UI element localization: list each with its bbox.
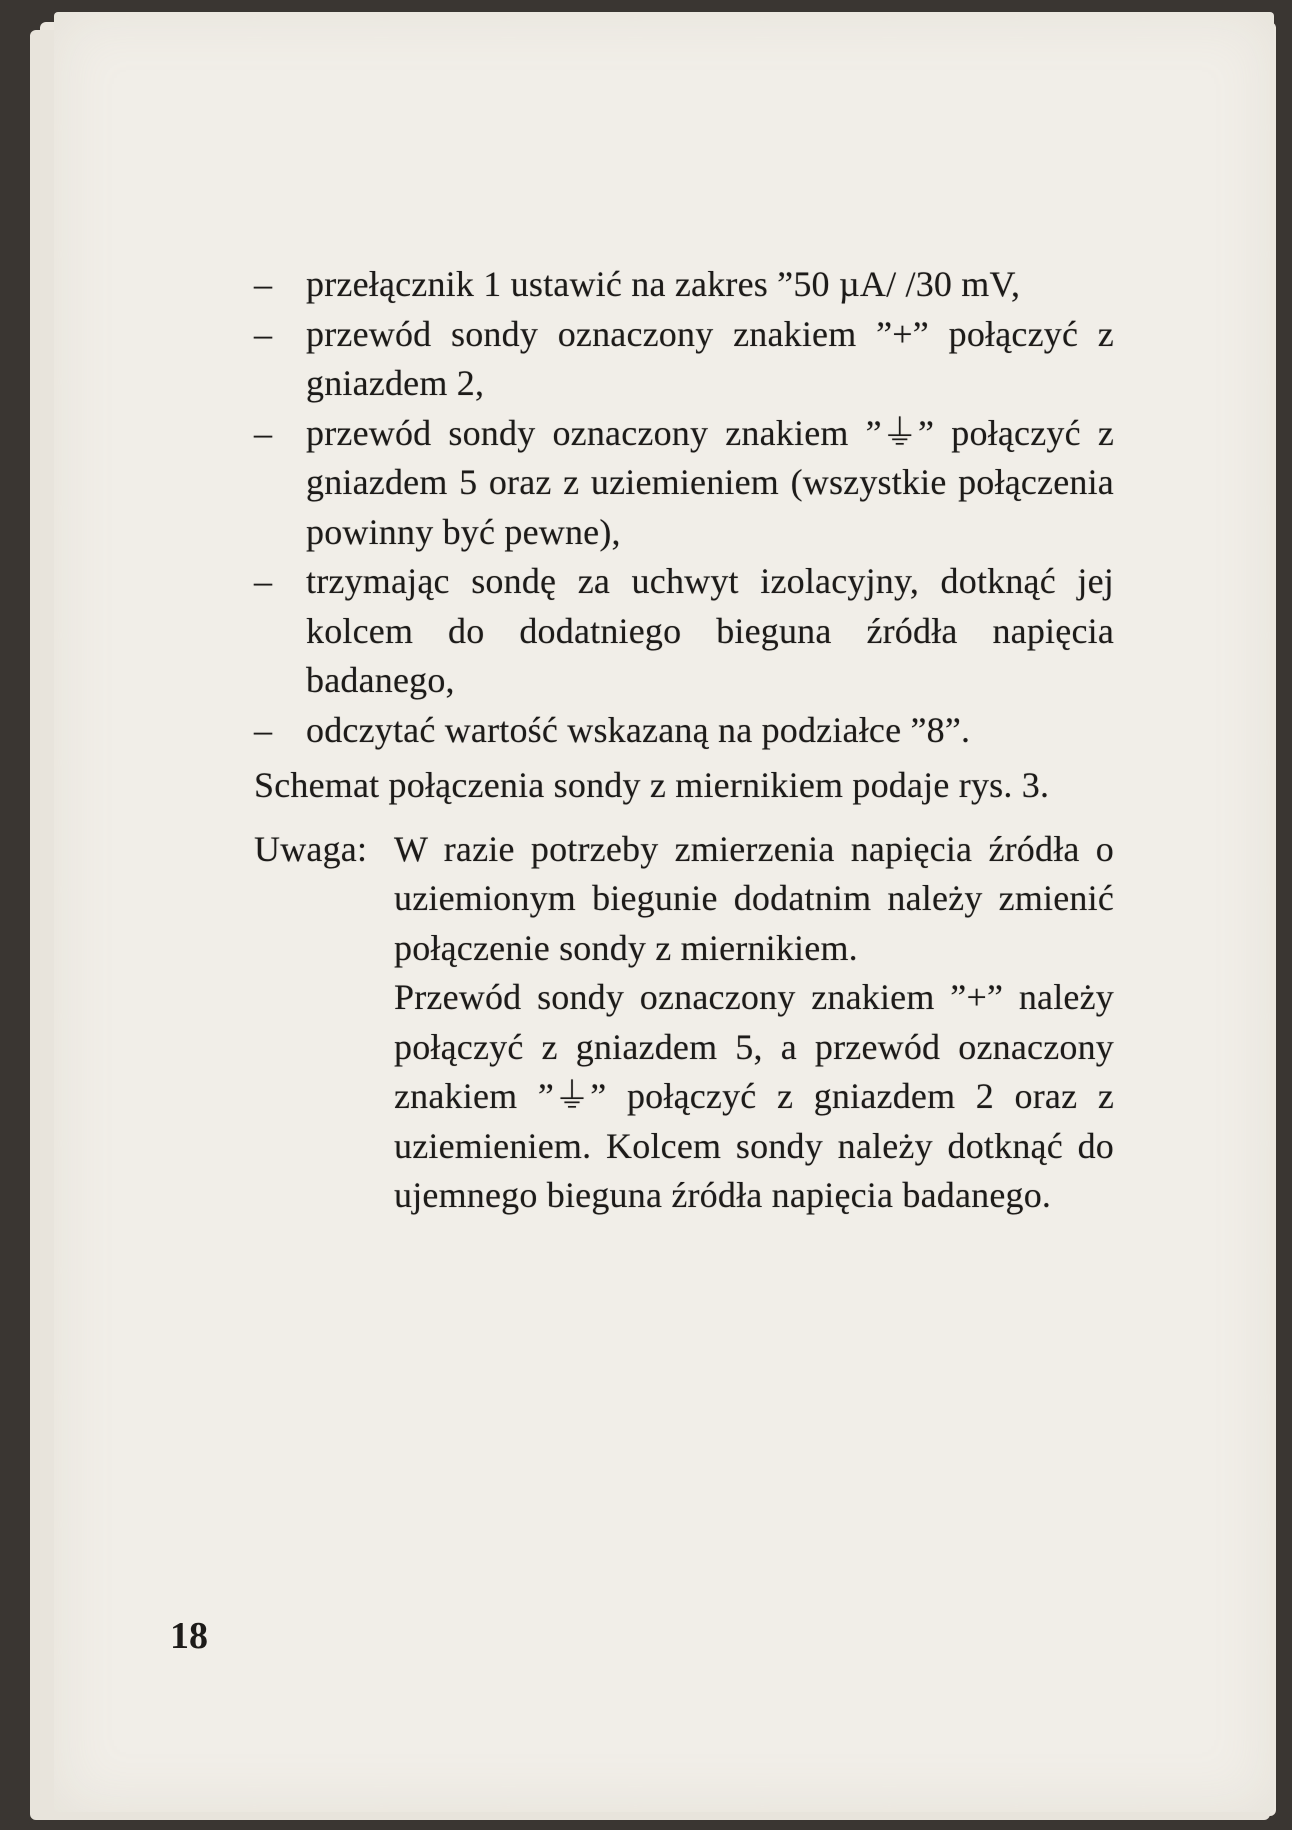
list-item: [254, 310, 1114, 409]
list-item-text: odczytać wartość wskazaną na podziałce ”8”.: [306, 709, 971, 750]
list-dash: –: [254, 264, 273, 304]
list-item-text: przewód sondy oznaczony znakiem ”+” połączyć z gniazdem 2,: [306, 313, 1114, 403]
document-page: [54, 12, 1274, 1812]
list-item: [254, 409, 1114, 558]
list-dash: –: [254, 412, 273, 453]
note-body: [394, 825, 1114, 1221]
list-item: [254, 260, 1114, 310]
page-text: [254, 260, 1114, 1221]
list-dash: –: [254, 561, 273, 601]
page-number: 18: [170, 1615, 208, 1657]
note-paragraph: Przewód sondy oznaczony znakiem ”+” należy połączyć z gniazdem 5, a przewód oznaczony znakiem ”⏚” połączyć z gniazdem 2 oraz z uziemieniem. Kolcem sondy należy dotknąć do ujemnego bieguna źródła napięcia badanego.: [394, 977, 1114, 1215]
list-dash: –: [254, 709, 273, 750]
list-item: [254, 557, 1114, 706]
note-paragraph: W razie potrzeby zmierzenia napięcia źródła o uziemionym biegunie dodatnim należy zmienić połączenie sondy z miernikiem.: [394, 828, 1114, 968]
note-label: Uwaga:: [254, 828, 368, 869]
list-item-text: przełącznik 1 ustawić na zakres ”50 µA/ /30 mV,: [306, 264, 1021, 304]
schemat-paragraph: Schemat połączenia sondy z miernikiem podaje rys. 3.: [254, 765, 1050, 805]
list-item-text: trzymając sondę za uchwyt izolacyjny, dotknąć jej kolcem do dodatniego bieguna źródła napięcia badanego,: [306, 561, 1114, 700]
note-block: [254, 825, 1114, 1221]
list-item: [254, 706, 1114, 756]
list-item-text: przewód sondy oznaczony znakiem ”⏚” połączyć z gniazdem 5 oraz z uziemieniem (wszystkie połączenia powinny być pewne),: [306, 412, 1114, 552]
list-dash: –: [254, 313, 273, 354]
